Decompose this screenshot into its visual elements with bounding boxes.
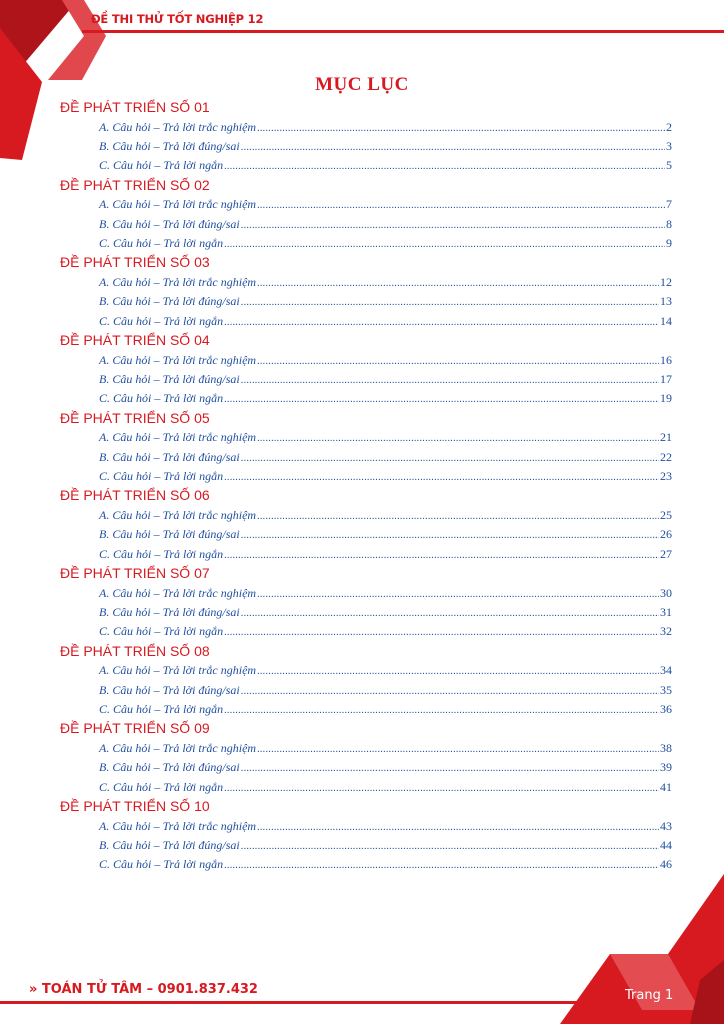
toc-entry-page: 30	[660, 585, 672, 600]
toc-entry-label: C. Câu hỏi – Trả lời ngắn	[99, 158, 224, 173]
toc-leader-dots	[241, 215, 665, 234]
toc-entry[interactable]	[99, 836, 672, 855]
toc-entry-label: C. Câu hỏi – Trả lời ngắn	[99, 857, 224, 872]
toc-entry-page: 7	[666, 197, 672, 212]
toc-entry-page: 43	[660, 818, 672, 833]
toc-section-title[interactable]: ĐỀ PHÁT TRIỂN SỐ 09	[60, 720, 210, 737]
toc-entry[interactable]	[99, 739, 672, 758]
toc-entry[interactable]	[99, 195, 672, 214]
toc-entry-label: A. Câu hỏi – Trả lời trắc nghiệm	[99, 740, 257, 755]
toc-entry[interactable]	[99, 758, 672, 777]
toc-entry[interactable]	[99, 118, 672, 137]
toc-entry-page: 21	[660, 430, 672, 445]
toc-entry-page: 13	[660, 294, 672, 309]
toc-entry[interactable]	[99, 156, 672, 175]
toc-entry[interactable]	[99, 312, 672, 331]
toc-entry[interactable]	[99, 584, 672, 603]
toc-leader-dots	[224, 389, 659, 408]
toc-leader-dots	[257, 584, 659, 603]
toc-section-title[interactable]: ĐỀ PHÁT TRIỂN SỐ 01	[60, 99, 210, 115]
toc-leader-dots	[241, 758, 659, 777]
toc-entry-page: 23	[660, 468, 672, 483]
toc-entry[interactable]	[99, 817, 672, 836]
header-title: ĐỀ THI THỬ TỐT NGHIỆP 12	[91, 12, 264, 26]
header-rule	[82, 30, 724, 33]
toc-leader-dots	[224, 156, 665, 175]
toc-entry-label: C. Câu hỏi – Trả lời ngắn	[99, 313, 224, 328]
toc-entry-label: C. Câu hỏi – Trả lời ngắn	[99, 779, 224, 794]
toc-entry-label: A. Câu hỏi – Trả lời trắc nghiệm	[99, 818, 257, 833]
toc-entry-label: B. Câu hỏi – Trả lời đúng/sai	[99, 138, 240, 153]
toc-entry-page: 44	[660, 837, 672, 852]
toc-entry[interactable]	[99, 622, 672, 641]
toc-entry-page: 8	[666, 216, 672, 231]
toc-entry-label: B. Câu hỏi – Trả lời đúng/sai	[99, 604, 240, 619]
toc-entry-page: 9	[666, 235, 672, 250]
toc-leader-dots	[224, 855, 659, 874]
toc-leader-dots	[257, 661, 659, 680]
toc-entry-label: B. Câu hỏi – Trả lời đúng/sai	[99, 216, 240, 231]
toc-leader-dots	[224, 622, 659, 641]
toc-section-title[interactable]: ĐỀ PHÁT TRIỂN SỐ 05	[60, 409, 210, 426]
toc-entry-label: B. Câu hỏi – Trả lời đúng/sai	[99, 527, 240, 542]
toc-leader-dots	[257, 273, 659, 292]
toc-entry-label: A. Câu hỏi – Trả lời trắc nghiệm	[99, 352, 257, 367]
toc-entry-label: A. Câu hỏi – Trả lời trắc nghiệm	[99, 585, 257, 600]
toc-section-title[interactable]: ĐỀ PHÁT TRIỂN SỐ 07	[60, 565, 210, 582]
toc-section-title[interactable]: ĐỀ PHÁT TRIỂN SỐ 04	[60, 332, 210, 349]
toc-entry-page: 34	[660, 663, 672, 678]
toc-entry[interactable]	[99, 467, 672, 486]
toc-leader-dots	[241, 137, 665, 156]
toc-entry-page: 25	[660, 507, 672, 522]
toc-entry[interactable]	[99, 681, 672, 700]
toc-leader-dots	[241, 681, 659, 700]
toc-leader-dots	[257, 506, 659, 525]
toc-entry-page: 46	[660, 857, 672, 872]
toc-entry-page: 39	[660, 760, 672, 775]
toc-entry-page: 22	[660, 449, 672, 464]
toc-leader-dots	[224, 467, 659, 486]
toc-entry[interactable]	[99, 661, 672, 680]
toc-entry-page: 14	[660, 313, 672, 328]
toc-entry-label: C. Câu hỏi – Trả lời ngắn	[99, 701, 224, 716]
toc-title: MỤC LỤC	[315, 74, 409, 95]
toc-entry[interactable]	[99, 448, 672, 467]
toc-entry-page: 12	[660, 274, 672, 289]
toc-entry-page: 19	[660, 391, 672, 406]
toc-entry-page: 27	[660, 546, 672, 561]
toc-entry[interactable]	[99, 855, 672, 874]
toc-entry[interactable]	[99, 428, 672, 447]
toc-entry-page: 16	[660, 352, 672, 367]
toc-entry-label: C. Câu hỏi – Trả lời ngắn	[99, 546, 224, 561]
toc-entry-page: 36	[660, 701, 672, 716]
toc-entry-page: 35	[660, 682, 672, 697]
toc-entry[interactable]	[99, 292, 672, 311]
toc-entry-label: A. Câu hỏi – Trả lời trắc nghiệm	[99, 119, 257, 134]
toc-leader-dots	[241, 603, 659, 622]
toc-entry-label: B. Câu hỏi – Trả lời đúng/sai	[99, 449, 240, 464]
toc-entry[interactable]	[99, 700, 672, 719]
toc-section-title[interactable]: ĐỀ PHÁT TRIỂN SỐ 10	[60, 798, 210, 815]
footer-author: » TOÁN TỬ TÂM – 0901.837.432	[29, 982, 258, 997]
toc-entry-page: 17	[660, 371, 672, 386]
toc-entry[interactable]	[99, 273, 672, 292]
footer-rule	[0, 1001, 610, 1004]
toc-entry[interactable]	[99, 525, 672, 544]
toc-leader-dots	[257, 739, 659, 758]
toc-entry-label: C. Câu hỏi – Trả lời ngắn	[99, 391, 224, 406]
toc-leader-dots	[241, 525, 659, 544]
toc-leader-dots	[257, 428, 659, 447]
toc-entry[interactable]	[99, 234, 672, 253]
toc-section-title[interactable]: ĐỀ PHÁT TRIỂN SỐ 02	[60, 176, 210, 193]
toc-entry-label: C. Câu hỏi – Trả lời ngắn	[99, 624, 224, 639]
toc-leader-dots	[241, 370, 659, 389]
toc-entry-label: B. Câu hỏi – Trả lời đúng/sai	[99, 760, 240, 775]
toc-entry[interactable]	[99, 506, 672, 525]
toc-entry[interactable]	[99, 351, 672, 370]
toc-entry-label: B. Câu hỏi – Trả lời đúng/sai	[99, 294, 240, 309]
toc-entry-label: B. Câu hỏi – Trả lời đúng/sai	[99, 682, 240, 697]
toc-entry-page: 26	[660, 527, 672, 542]
toc-entry-page: 3	[666, 138, 672, 153]
toc-entry[interactable]	[99, 545, 672, 564]
toc-leader-dots	[241, 836, 659, 855]
toc-section-title[interactable]: ĐỀ PHÁT TRIỂN SỐ 08	[60, 642, 210, 659]
toc-entry[interactable]	[99, 215, 672, 234]
toc-entry-page: 38	[660, 740, 672, 755]
toc-entry-label: C. Câu hỏi – Trả lời ngắn	[99, 235, 224, 250]
toc-entry-label: A. Câu hỏi – Trả lời trắc nghiệm	[99, 430, 257, 445]
toc-section-title[interactable]: ĐỀ PHÁT TRIỂN SỐ 03	[60, 254, 210, 271]
toc-entry-page: 41	[660, 779, 672, 794]
toc-entry-label: B. Câu hỏi – Trả lời đúng/sai	[99, 837, 240, 852]
toc-leader-dots	[224, 234, 665, 253]
toc-entry[interactable]	[99, 389, 672, 408]
toc-leader-dots	[257, 195, 665, 214]
toc-leader-dots	[241, 292, 659, 311]
toc-leader-dots	[257, 817, 659, 836]
toc-entry-page: 2	[666, 119, 672, 134]
toc-entry[interactable]	[99, 778, 672, 797]
toc-leader-dots	[224, 778, 659, 797]
toc-leader-dots	[241, 448, 659, 467]
toc-entry-label: A. Câu hỏi – Trả lời trắc nghiệm	[99, 507, 257, 522]
toc-entry-label: A. Câu hỏi – Trả lời trắc nghiệm	[99, 274, 257, 289]
toc-leader-dots	[224, 545, 659, 564]
toc-leader-dots	[257, 118, 665, 137]
toc-entry-label: C. Câu hỏi – Trả lời ngắn	[99, 468, 224, 483]
toc-entry-page: 31	[660, 604, 672, 619]
toc-entry-label: A. Câu hỏi – Trả lời trắc nghiệm	[99, 663, 257, 678]
toc-entry[interactable]	[99, 370, 672, 389]
table-of-contents	[60, 98, 672, 875]
toc-leader-dots	[257, 351, 659, 370]
toc-entry[interactable]	[99, 137, 672, 156]
toc-entry-page: 5	[666, 158, 672, 173]
toc-entry[interactable]	[99, 603, 672, 622]
toc-section-title[interactable]: ĐỀ PHÁT TRIỂN SỐ 06	[60, 487, 210, 504]
page-number: Trang 1	[625, 988, 674, 1003]
toc-entry-page: 32	[660, 624, 672, 639]
toc-leader-dots	[224, 312, 659, 331]
toc-leader-dots	[224, 700, 659, 719]
toc-entry-label: A. Câu hỏi – Trả lời trắc nghiệm	[99, 197, 257, 212]
toc-entry-label: B. Câu hỏi – Trả lời đúng/sai	[99, 371, 240, 386]
